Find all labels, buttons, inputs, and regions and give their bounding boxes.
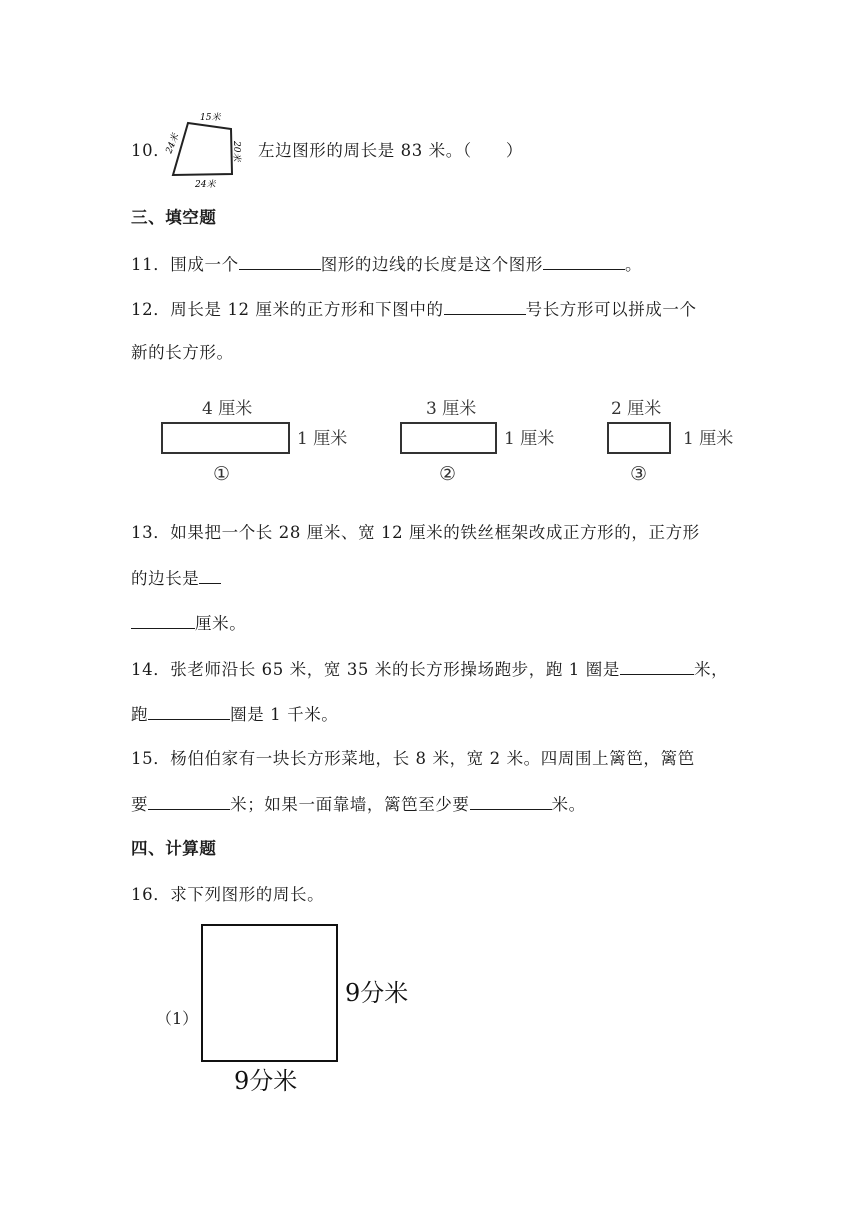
rect3-shape	[608, 423, 670, 453]
q12-number: 12．	[131, 300, 171, 319]
q13-line1: 13．如果把一个长 28 厘米、宽 12 厘米的铁丝框架改成正方形的，正方形	[131, 523, 700, 542]
rect3-length-label: 2 厘米	[611, 399, 662, 419]
q11-blank-2[interactable]	[543, 253, 625, 270]
q16-square-figure	[150, 918, 440, 1100]
trapezoid-figure	[164, 108, 244, 190]
q12-rectangles-figure	[150, 390, 750, 490]
q15-blank-2[interactable]	[470, 793, 552, 810]
q15-blank-1[interactable]	[148, 793, 230, 810]
q14-blank-1[interactable]	[620, 658, 694, 675]
rect2-length-label: 3 厘米	[426, 399, 477, 419]
q11-blank-1[interactable]	[239, 253, 321, 270]
q15-line2: 要 米；如果一面靠墙，篱笆至少要 米。	[131, 795, 586, 814]
q13-line2: 的边长是	[131, 567, 221, 590]
q14-line2: 跑 圈是 1 千米。	[131, 705, 339, 724]
rect2-width-label: 1 厘米	[504, 429, 555, 449]
rect1-shape	[162, 423, 289, 453]
rect1-mark: ①	[213, 463, 231, 485]
rect2-shape	[401, 423, 496, 453]
q13-blank-part2[interactable]	[131, 612, 195, 629]
rect3-mark: ③	[630, 463, 648, 485]
rect3-width-label: 1 厘米	[683, 429, 734, 449]
trapezoid-shape	[173, 123, 232, 175]
square-right-label: 9分米	[345, 979, 409, 1007]
q12-line1: 12．周长是 12 厘米的正方形和下图中的 号长方形可以拼成一个	[131, 300, 697, 319]
section-3-title: 三、填空题	[131, 208, 217, 227]
q16-line: 16．求下列图形的周长。	[131, 885, 325, 904]
q16-sub-label: （1）	[156, 1009, 199, 1028]
q14-number: 14．	[131, 660, 171, 679]
q11: 11．围成一个 图形的边线的长度是这个图形 。	[131, 255, 643, 274]
square-bottom-label: 9分米	[234, 1067, 298, 1095]
trapezoid-top-label: 15米	[200, 113, 221, 123]
q13-number: 13．	[131, 523, 171, 542]
trapezoid-right-label: 20米	[231, 141, 241, 162]
q13-line3: 厘米。	[131, 612, 246, 635]
q16-number: 16．	[131, 885, 171, 904]
q14-line1: 14．张老师沿长 65 米，宽 35 米的长方形操场跑步，跑 1 圈是 米，	[131, 660, 729, 679]
trapezoid-left-label: 24米	[164, 132, 182, 156]
q12-blank[interactable]	[444, 298, 526, 315]
trapezoid-bottom-label: 24米	[195, 180, 216, 190]
q14-blank-2[interactable]	[148, 703, 230, 720]
rect2-mark: ②	[439, 463, 457, 485]
q15-number: 15．	[131, 749, 171, 768]
rect1-length-label: 4 厘米	[202, 399, 253, 419]
q10-text: 左边图形的周长是 83 米。（ ）	[258, 141, 524, 160]
square-shape	[202, 925, 337, 1061]
q12-line2: 新的长方形。	[131, 343, 234, 362]
q15-line1: 15．杨伯伯家有一块长方形菜地，长 8 米，宽 2 米。四周围上篱笆，篱笆	[131, 749, 695, 768]
q13-blank-part1[interactable]	[199, 567, 221, 584]
rect1-width-label: 1 厘米	[297, 429, 348, 449]
section-4-title: 四、计算题	[131, 839, 217, 858]
q10-number: 10．	[131, 141, 171, 160]
q11-number: 11．	[131, 255, 171, 274]
